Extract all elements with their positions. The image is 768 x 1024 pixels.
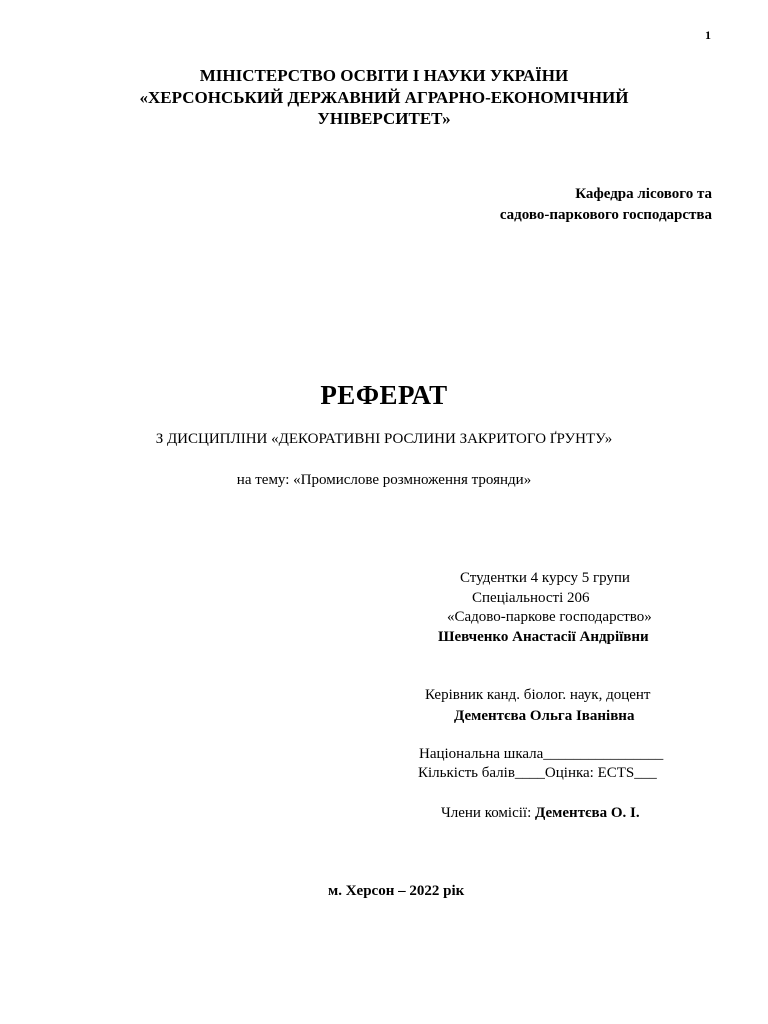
student-specialty-name: «Садово-паркове господарство» [447, 609, 652, 625]
commission-label: Члени комісії: [441, 805, 536, 821]
national-scale-field: Національна шкала________________ [419, 746, 664, 762]
supervisor-name: Дементєва Ольга Іванівна [454, 708, 635, 724]
document-title: РЕФЕРАТ [320, 380, 448, 410]
supervisor-label: Керівник канд. біолог. наук, доцент [425, 687, 651, 703]
page-number: 1 [705, 28, 711, 42]
commission-line [441, 805, 640, 822]
ministry-heading: МІНІСТЕРСТВО ОСВІТИ І НАУКИ УКРАЇНИ [199, 66, 569, 85]
topic-line: на тему: «Промислове розмноження троянди» [236, 472, 532, 488]
points-ects-field: Кількість балів____Оцінка: ECTS___ [418, 765, 657, 781]
student-specialty: Спеціальності 206 [472, 590, 590, 606]
department-line1: Кафедра лісового та [575, 186, 712, 202]
university-name-line1: «ХЕРСОНСЬКИЙ ДЕРЖАВНИЙ АГРАРНО-ЕКОНОМІЧНИЙ [139, 88, 629, 107]
student-name: Шевченко Анастасії Андріївни [438, 629, 649, 645]
department-line2: садово-паркового господарства [499, 207, 712, 223]
city-year-footer: м. Херсон – 2022 рік [328, 883, 465, 899]
student-course-group: Студентки 4 курсу 5 групи [460, 570, 630, 586]
discipline-line: З ДИСЦИПЛІНИ «ДЕКОРАТИВНІ РОСЛИНИ ЗАКРИТОГО ҐРУНТУ» [155, 431, 613, 447]
commission-name: Дементєва О. І. [535, 805, 640, 821]
university-name-line2: УНІВЕРСИТЕТ» [317, 109, 451, 128]
